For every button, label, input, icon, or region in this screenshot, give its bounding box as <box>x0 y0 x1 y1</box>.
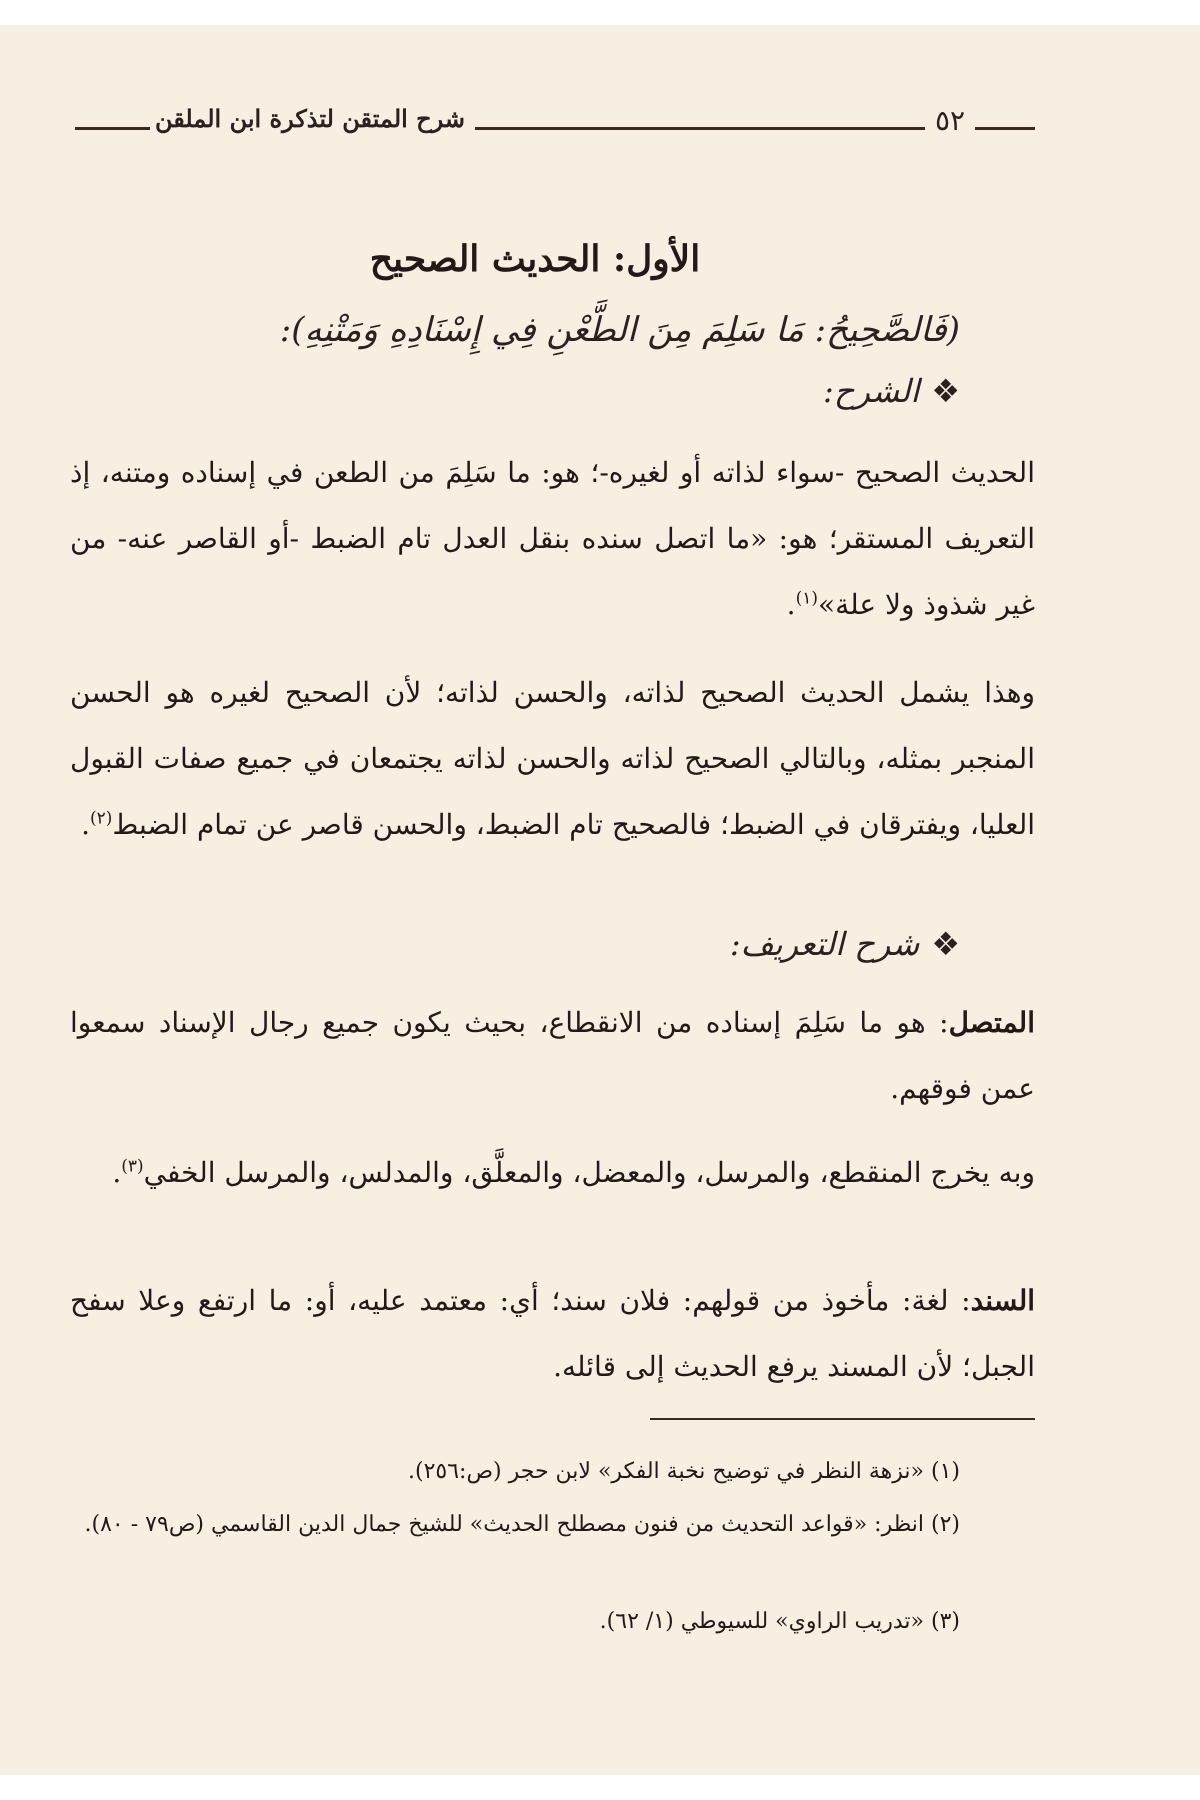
paragraph-text: وهذا يشمل الحديث الصحيح لذاته، والحسن لذاته؛ لأن الصحيح لغيره هو الحسن المنجبر بمثله، وبالتالي الصحيح لذاته والحسن لذاته يجتمعان في جميع صفات القبول العليا، ويفترقان في الضبط؛ فالصحيح تام الضبط، والحسن قاصر عن تمام الضبط <box>70 676 1035 841</box>
matn-text: (فَالصَّحِيحُ: مَا سَلِمَ مِنَ الطَّعْنِ فِي إِسْنَادِهِ وَمَتْنِهِ): <box>279 310 960 350</box>
paragraph-text: : لغة: مأخوذ من قولهم: فلان سند؛ أي: معتمد عليه، أو: ما ارتفع وعلا سفح الجبل؛ لأن المسند يرفع الحديث إلى قائله. <box>70 1284 1035 1383</box>
footnote-ref-2: (٢) <box>90 808 113 829</box>
sharh-subheading <box>560 372 960 410</box>
paragraph-excluded: وبه يخرج المنقطع، والمرسل، والمعضل، والمعلَّق، والمدلس، والمرسل الخفي$^{(٣)}$. <box>112 1156 1035 1189</box>
running-title: شرح المتقن لتذكرة ابن الملقن <box>155 104 465 133</box>
footnote-ref-1: (١) <box>795 588 818 609</box>
sharh-label: الشرح: <box>823 372 920 410</box>
header-rule-right <box>975 127 1035 130</box>
footnote-2: (٢) انظر: «قواعد التحديث من فنون مصطلح الحديث» للشيخ جمال الدين القاسمي (ص٧٩ - ٨٠). <box>84 1512 960 1537</box>
sharh-tarif-label: شرح التعريف: <box>729 925 920 963</box>
paragraph-definition: الحديث الصحيح -سواء لذاته أو لغيره-؛ هو: ما سَلِمَ من الطعن في إسناده ومتنه، إذ التعريف المستقر؛ هو: «ما اتصل سنده بنقل العدل تام الضبط -أو القاصر عنه- من غير شذوذ ولا علة»$^{(١)}$. <box>70 456 1035 621</box>
header-rule-left <box>75 127 150 130</box>
page-number: ٥٢ <box>934 104 966 137</box>
paragraph-text: : هو ما سَلِمَ إسناده من الانقطاع، بحيث يكون جميع رجال الإسناد سمعوا عمن فوقهم. <box>70 1006 1035 1105</box>
section-heading: الأول: الحديث الصحيح <box>369 238 701 280</box>
paragraph-text: الحديث الصحيح -سواء لذاته أو لغيره-؛ هو: ما سَلِمَ من الطعن في إسناده ومتنه، إذ التعريف المستقر؛ هو: «ما اتصل سنده بنقل العدل تام الضبط -أو القاصر عنه- من غير شذوذ ولا علة» <box>70 456 1035 621</box>
footnote-1: (١) «نزهة النظر في توضيح نخبة الفكر» لابن حجر (ص:٢٥٦). <box>408 1459 960 1484</box>
header-rule-middle <box>475 127 925 130</box>
bullet-diamond-icon: ❖ <box>931 925 960 963</box>
footnote-separator <box>650 1418 1035 1420</box>
footnote-ref-3: (٣) <box>121 1156 144 1177</box>
paragraph-scope: وهذا يشمل الحديث الصحيح لذاته، والحسن لذاته؛ لأن الصحيح لغيره هو الحسن المنجبر بمثله، وبالتالي الصحيح لذاته والحسن لذاته يجتمعان في جميع صفات القبول العليا، ويفترقان في الضبط؛ فالصحيح تام الضبط، والحسن قاصر عن تمام الضبط$^{(٢)}$. <box>70 676 1035 841</box>
footnote-3: (٣) «تدريب الراوي» للسيوطي (١/ ٦٢). <box>599 1609 960 1634</box>
paragraph-text: وبه يخرج المنقطع، والمرسل، والمعضل، والمعلَّق، والمدلس، والمرسل الخفي <box>143 1156 1035 1189</box>
bullet-diamond-icon: ❖ <box>931 372 960 410</box>
paragraph-muttasil <box>70 990 1035 1122</box>
term-muttasil: المتصل <box>948 1006 1035 1039</box>
sharh-tarif-subheading <box>560 925 960 963</box>
term-sanad: السند <box>970 1284 1035 1317</box>
paragraph-sanad <box>70 1268 1035 1400</box>
